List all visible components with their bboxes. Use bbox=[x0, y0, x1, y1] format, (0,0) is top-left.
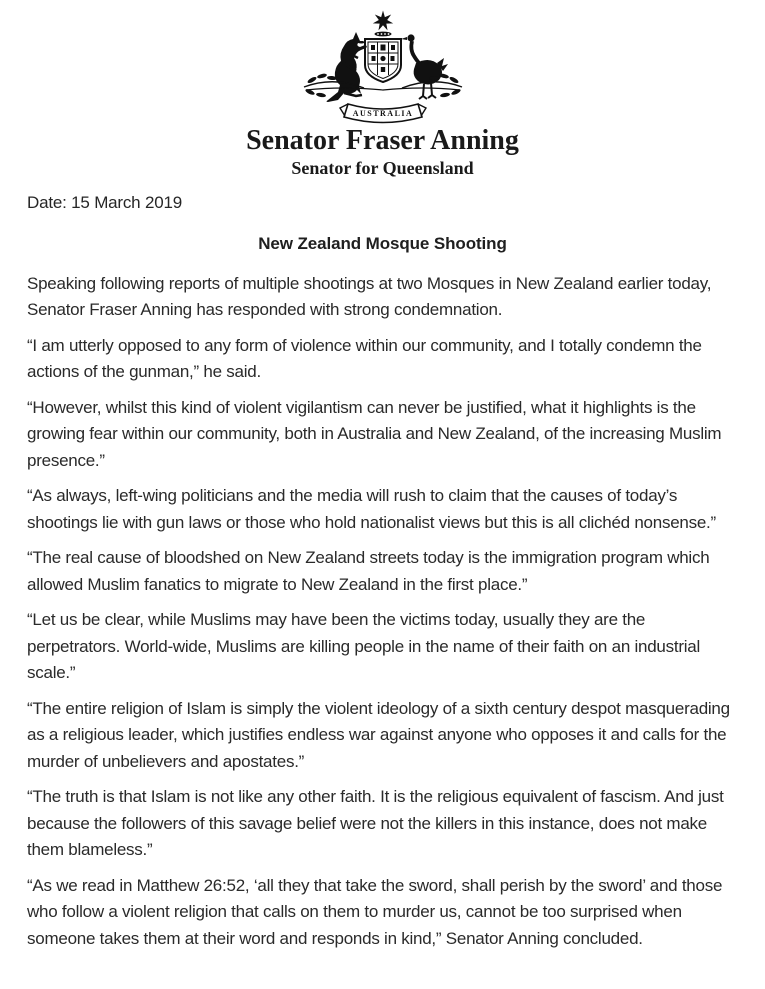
paragraph: “However, whilst this kind of violent vigilantism can never be justified, what it highlights is the growing fear within our community, both in Australia and New Zealand, of the increasing Muslim presence.” bbox=[27, 397, 722, 470]
document-title: New Zealand Mosque Shooting bbox=[258, 233, 507, 253]
australia-banner bbox=[340, 104, 426, 123]
paragraph: “Let us be clear, while Muslims may have been the victims today, usually they are the perpetrators. World-wide, Muslims are killing people in the name of their faith on an industrial scale.” bbox=[27, 610, 701, 683]
senator-name: Senator Fraser Anning bbox=[246, 125, 519, 156]
commonwealth-star-icon bbox=[372, 11, 392, 31]
date-line: Date: 15 March 2019 bbox=[27, 192, 182, 212]
australian-coat-of-arms-icon bbox=[298, 8, 468, 124]
paragraph: “The real cause of bloodshed on New Zealand streets today is the immigration program which allowed Muslim fanatics to migrate to New Zealand in the first place.” bbox=[27, 548, 710, 594]
paragraph: Speaking following reports of multiple shootings at two Mosques in New Zealand earlier today, Senator Fraser Anning has responded with strong condemnation. bbox=[27, 273, 712, 320]
banner-text: AUSTRALIA bbox=[352, 109, 413, 118]
paragraph: “I am utterly opposed to any form of violence within our community, and I totally condemn the actions of the gunman,” he said. bbox=[27, 335, 702, 382]
paragraph: “The entire religion of Islam is simply the violent ideology of a sixth century despot masquerading as a religious leader, which justifies endless war against anyone who opposes it and calls for the murder of unbelievers and apostates.” bbox=[27, 698, 730, 771]
crest-wreath bbox=[374, 32, 391, 37]
shield bbox=[365, 39, 401, 82]
document-body bbox=[0, 193, 765, 953]
senator-subtitle: Senator for Queensland bbox=[291, 157, 474, 178]
emu-silhouette bbox=[401, 34, 448, 99]
paragraph: “The truth is that Islam is not like any other faith. It is the religious equivalent of fascism. And just because the followers of this savage belief were not the killers in this instance, does not make them blameless.” bbox=[27, 787, 724, 860]
letterhead bbox=[0, 0, 765, 179]
kangaroo-silhouette bbox=[326, 32, 366, 102]
paragraph: “As always, left-wing politicians and the media will rush to claim that the causes of today’s shootings lie with gun laws or those who hold nationalist views but this is all clichéd nonsense.” bbox=[27, 486, 716, 532]
base-flourish bbox=[306, 88, 460, 90]
paragraph: “As we read in Matthew 26:52, ‘all they that take the sword, shall perish by the sword’ and those who follow a violent religion that calls on them to murder us, cannot be too surprised when someone takes them at their word and responds in kind,” Senator Anning concluded. bbox=[27, 875, 723, 948]
